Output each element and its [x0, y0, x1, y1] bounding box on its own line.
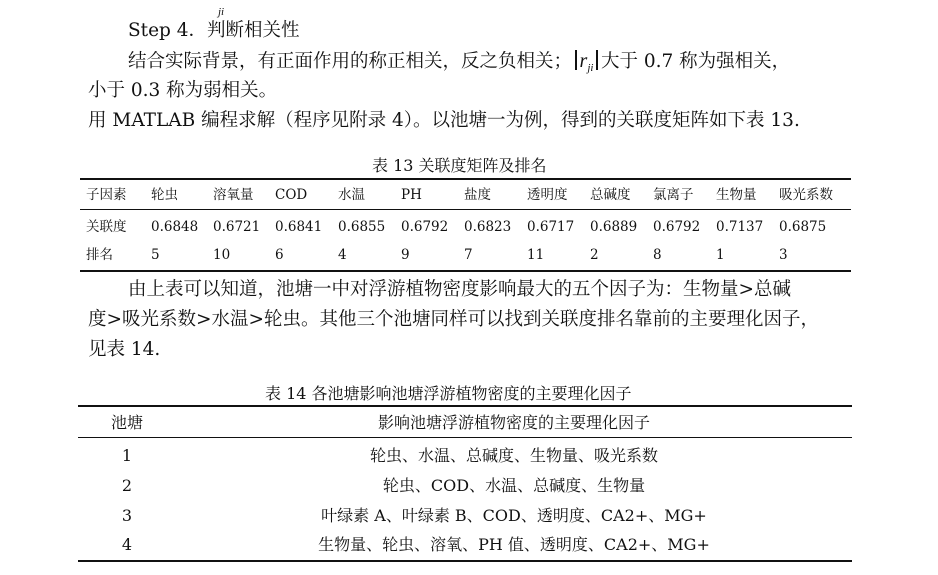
- table13-caption: 表 13 关联度矩阵及排名: [372, 156, 547, 175]
- t13-h-biomass: 生物量: [716, 187, 757, 203]
- t14-factors-cell: 轮虫、COD、水温、总碱度、生物量: [382, 476, 646, 495]
- t13-h-chloride: 氯离子: [653, 187, 694, 203]
- t13-d-rotifer: 0.6848: [151, 219, 199, 235]
- rule-text-after: 大于 0.7 称为强相关，: [600, 51, 791, 72]
- t13-d-do: 0.6721: [213, 219, 261, 235]
- t13-h-factor: 子因素: [86, 187, 127, 203]
- t13-d-cod: 0.6841: [275, 219, 323, 235]
- table13-rank-row: [80, 240, 851, 270]
- conclusion-line3: 见表 14.: [88, 339, 161, 360]
- t13-d-label: 关联度: [86, 219, 127, 235]
- t13-d-alkalinity: 0.6889: [590, 219, 638, 235]
- conclusion-line2: 度>吸光系数>水温>轮虫。其他三个池塘同样可以找到关联度排名靠前的主要理化因子，: [88, 309, 820, 330]
- t13-r-absorbance: 3: [779, 247, 788, 263]
- t13-r-alkalinity: 2: [590, 247, 599, 263]
- table13-bottom-rule: [80, 270, 851, 272]
- table-row: [78, 471, 852, 501]
- t14-pond-cell: 1: [121, 446, 133, 465]
- table-row: [78, 530, 852, 560]
- step-heading: Step 4．判断相关性: [128, 20, 300, 41]
- t13-r-cod: 6: [275, 247, 284, 263]
- t14-pond-cell: 3: [121, 506, 133, 525]
- t13-h-absorbance: 吸光系数: [779, 187, 833, 203]
- table14-top-rule: [78, 405, 852, 407]
- correlation-rule-line2: 小于 0.3 称为弱相关。: [88, 80, 278, 101]
- t14-h-factors: 影响池塘浮游植物密度的主要理化因子: [377, 413, 650, 432]
- t14-factors-cell: 叶绿素 A、叶绿素 B、COD、透明度、CA2+、MG+: [321, 506, 707, 525]
- table-row: [78, 501, 852, 531]
- t13-d-transparency: 0.6717: [527, 219, 575, 235]
- rule-text-before: 结合实际背景，有正面作用的称正相关，反之负相关；: [128, 51, 573, 72]
- table13-header-row: [80, 180, 851, 210]
- t13-r-label: 排名: [86, 247, 113, 263]
- t13-r-do: 10: [213, 247, 231, 263]
- t13-h-transparency: 透明度: [527, 187, 568, 203]
- t14-factors-cell: 轮虫、水温、总碱度、生物量、吸光系数: [369, 446, 658, 465]
- t13-r-watertemp: 4: [338, 247, 347, 263]
- t13-r-salinity: 7: [464, 247, 473, 263]
- t13-r-chloride: 8: [653, 247, 662, 263]
- t13-r-ph: 9: [401, 247, 410, 263]
- t13-d-absorbance: 0.6875: [779, 219, 827, 235]
- t14-factors-cell: 生物量、轮虫、溶氧、PH 值、透明度、CA2+、MG+: [318, 535, 710, 554]
- t14-pond-cell: 2: [121, 476, 133, 495]
- t13-d-biomass: 0.7137: [716, 219, 764, 235]
- conclusion-line1: 由上表可以知道，池塘一中对浮游植物密度影响最大的五个因子为：生物量>总碱: [128, 279, 792, 300]
- matlab-paragraph: 用 MATLAB 编程求解（程序见附录 4）。以池塘一为例，得到的关联度矩阵如下表 13.: [88, 110, 800, 131]
- t13-r-rotifer: 5: [151, 247, 160, 263]
- table14-bottom-rule: [78, 560, 852, 562]
- t13-d-chloride: 0.6792: [653, 219, 701, 235]
- abs-bar-right: [596, 50, 598, 70]
- t13-h-do: 溶氧量: [213, 187, 254, 203]
- r-ji-symbol: $r_{ji}$: [579, 50, 594, 74]
- t13-h-alkalinity: 总碱度: [590, 187, 631, 203]
- t13-d-watertemp: 0.6855: [338, 219, 386, 235]
- abs-bar-left: [575, 50, 577, 70]
- correlation-rule-line1: [128, 50, 790, 79]
- cropped-subscript-fragment: ji: [218, 6, 225, 18]
- t13-h-ph: PH: [401, 187, 422, 203]
- t14-pond-cell: 4: [121, 535, 133, 554]
- table14-header-row: [78, 408, 852, 438]
- t13-h-watertemp: 水温: [338, 187, 365, 203]
- t13-d-ph: 0.6792: [401, 219, 449, 235]
- t13-h-rotifer: 轮虫: [151, 187, 178, 203]
- t13-d-salinity: 0.6823: [464, 219, 512, 235]
- t13-h-cod: COD: [275, 187, 308, 203]
- t13-r-biomass: 1: [716, 247, 725, 263]
- table-row: [78, 441, 852, 471]
- t13-h-salinity: 盐度: [464, 187, 491, 203]
- table13-degree-row: [80, 212, 851, 242]
- t13-r-transparency: 11: [527, 247, 545, 263]
- t14-h-pond: 池塘: [110, 413, 143, 432]
- table14-caption: 表 14 各池塘影响池塘浮游植物密度的主要理化因子: [265, 384, 632, 403]
